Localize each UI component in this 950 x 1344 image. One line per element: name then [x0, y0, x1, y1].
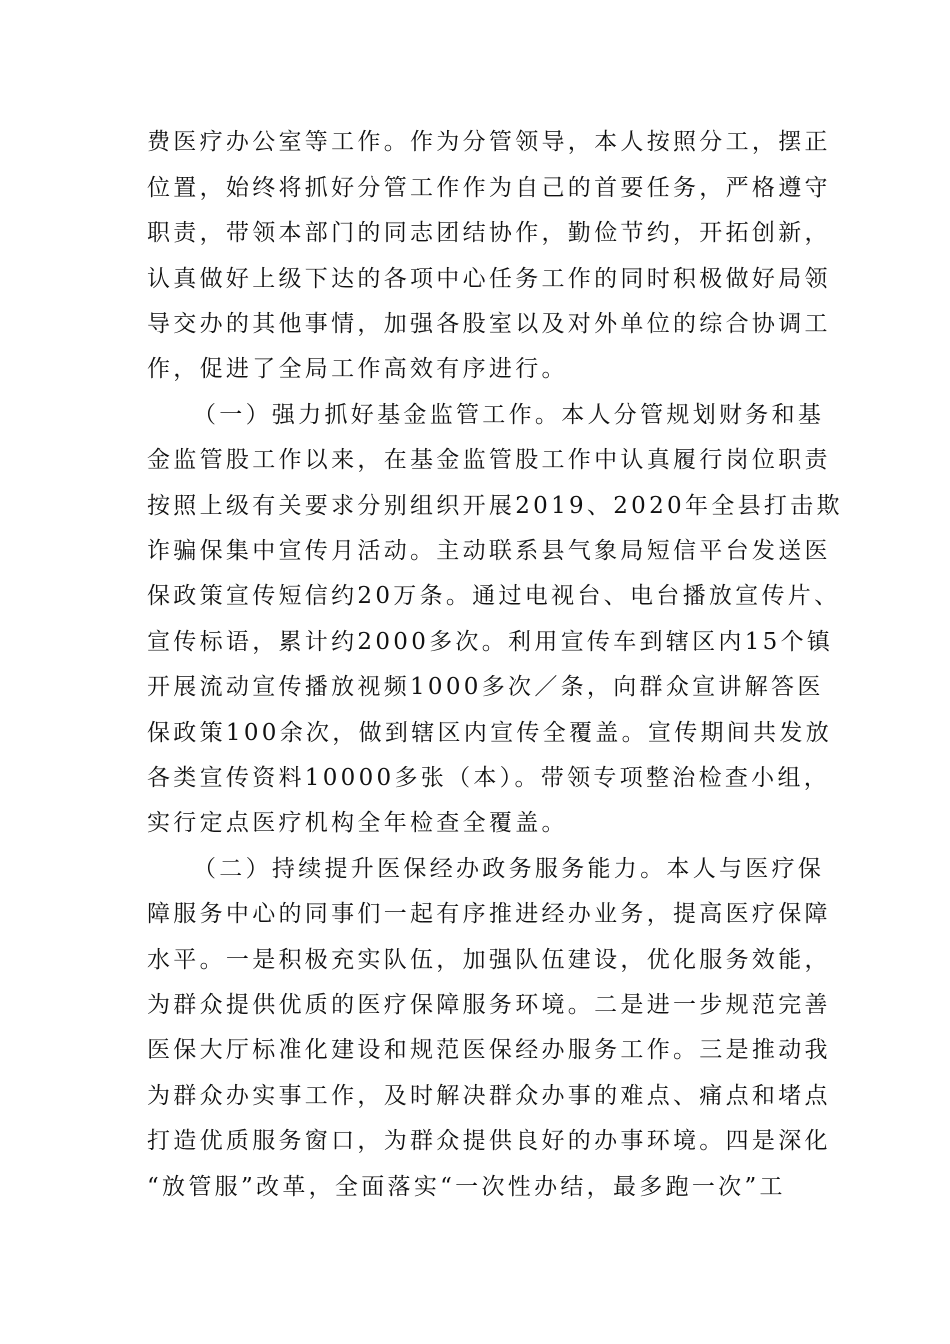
- text-line: 职责，带领本部门的同志团结协作，勤俭节约，开拓创新，: [147, 220, 831, 246]
- text-line: 障服务中心的同事们一起有序推进经办业务，提高医疗保障: [147, 901, 831, 927]
- text-line: 为群众办实事工作，及时解决群众办事的难点、痛点和堵点: [147, 1083, 831, 1109]
- text-line: 按照上级有关要求分别组织开展2019、2020年全县打击欺: [147, 493, 843, 519]
- text-line: 导交办的其他事情，加强各股室以及对外单位的综合协调工: [147, 311, 831, 337]
- text-line: 为群众提供优质的医疗保障服务环境。二是进一步规范完善: [147, 992, 831, 1018]
- text-line: 医保大厅标准化建设和规范医保经办服务工作。三是推动我: [147, 1037, 831, 1063]
- text-line: 位置，始终将抓好分管工作作为自己的首要任务，严格遵守: [147, 175, 831, 201]
- text-line: 保政策100余次，做到辖区内宣传全覆盖。宣传期间共发放: [147, 720, 832, 746]
- text-line: 费医疗办公室等工作。作为分管领导，本人按照分工，摆正: [147, 129, 831, 155]
- text-line: 金监管股工作以来，在基金监管股工作中认真履行岗位职责: [147, 447, 831, 473]
- text-line: 水平。一是积极充实队伍，加强队伍建设，优化服务效能，: [147, 947, 831, 973]
- paragraph-first-line: （一）强力抓好基金监管工作。本人分管规划财务和基: [193, 402, 825, 428]
- text-line: 实行定点医疗机构全年检查全覆盖。: [147, 810, 568, 836]
- text-line: 作，促进了全局工作高效有序进行。: [147, 356, 568, 382]
- text-line: 认真做好上级下达的各项中心任务工作的同时积极做好局领: [147, 266, 831, 292]
- text-line: 开展流动宣传播放视频1000多次／条，向群众宣讲解答医: [147, 674, 824, 700]
- text-line: “放管服”改革，全面落实“一次性办结，最多跑一次”工: [147, 1174, 786, 1200]
- text-line: 打造优质服务窗口，为群众提供良好的办事环境。四是深化: [147, 1128, 831, 1154]
- paragraph-first-line: （二）持续提升医保经办政务服务能力。本人与医疗保: [193, 856, 825, 882]
- text-line: 各类宣传资料10000多张（本）。带领专项整治检查小组，: [147, 765, 831, 791]
- text-line: 保政策宣传短信约20万条。通过电视台、电台播放宣传片、: [147, 583, 841, 609]
- text-line: 宣传标语，累计约2000多次。利用宣传车到辖区内15个镇: [147, 629, 834, 655]
- text-line: 诈骗保集中宣传月活动。主动联系县气象局短信平台发送医: [147, 538, 831, 564]
